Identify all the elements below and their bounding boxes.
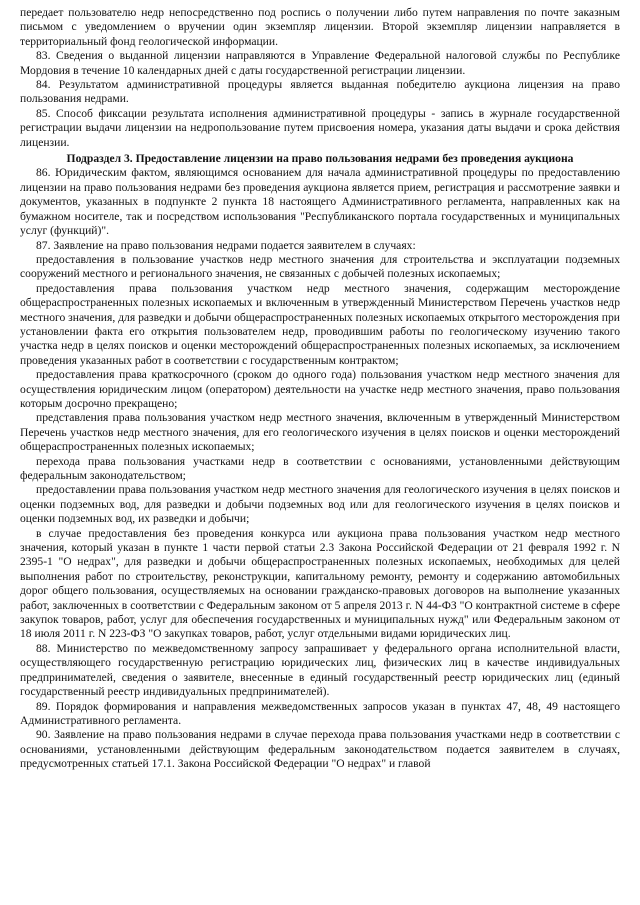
paragraph-88: 88. Министерство по межведомственному запросу запрашивает у федерального органа исполнительной власти, осуществляющего государственную регистрацию юридических лиц, физических лиц в качестве индивидуальных предпринимателей, сведения о заявителе, внесенные в единый государственный реестр юридических лиц (единый государственный реестр индивидуальных предпринимателей). — [20, 641, 620, 699]
list-item-case-7: в случае предоставления без проведения конкурса или аукциона права пользования участком недр местного значения, который указан в пункте 1 части первой статьи 2.3 Закона Российской Федерации от 21 февраля 1992 г. N 2395-1 "О недрах", для разведки и добычи общераспространенных полезных ископаемых, необходимых для целей выполнения работ по строительству, реконструкции, капитальному ремонту, ремонту и содержанию автомобильных дорог общего пользования, осуществляемых на основании гражданско-правовых договоров на выполнение указанных работ, заключенных в соответствии с Федеральным законом от 5 апреля 2013 г. N 44-ФЗ "О контрактной системе в сфере закупок товаров, работ, услуг для обеспечения государственных и муниципальных нужд" или Федеральным законом от 18 июля 2011 г. N 223-ФЗ "О закупках товаров, работ, услуг отдельными видами юридических лиц. — [20, 526, 620, 641]
list-item-case-1: предоставления в пользование участков недр местного значения для строительства и эксплуатации подземных сооружений местного и регионального значения, не связанных с добычей полезных ископаемых; — [20, 252, 620, 281]
subsection-title: Подраздел 3. Предоставление лицензии на право пользования недрами без проведения аукциона — [66, 152, 574, 166]
list-item-case-2: предоставления права пользования участком недр местного значения, содержащим месторождение общераспространенных полезных ископаемых и включенным в утвержденный Министерством Перечень участков недр местного значения, для разведки и добычи общераспространенных полезных ископаемых открытого месторождения при установлении факта его открытия пользователем недр, проводившим работы по геологическому изучению такого участка недр в целях поисков и оценки месторождений общераспространенных полезных ископаемых, за исключением проведения указанных работ в соответствии с государственным контрактом; — [20, 281, 620, 367]
paragraph-continuation: передает пользователю недр непосредственно под роспись о получении либо путем направления по почте заказным письмом с уведомлением о вручении один экземпляр лицензии. Второй экземпляр лицензии направляется в территориальный фонд геологической информации. — [20, 6, 620, 48]
paragraph-90: 90. Заявление на право пользования недрами в случае перехода права пользования участками недр в соответствии с основаниями, установленными действующим федеральным законодательством подается заявителем в случаях, предусмотренных статьей 17.1. Закона Российской Федерации "О недрах" и главой — [20, 728, 620, 771]
list-item-case-4: представления права пользования участком недр местного значения, включенным в утвержденный Министерством Перечень участков недр местного значения, для его геологического изучения в целях поисков и оценки месторождений общераспространенных полезных ископаемых; — [20, 411, 620, 454]
paragraph-85: 85. Способ фиксации результата исполнения административной процедуры - запись в журнале государственной регистрации выдачи лицензии на недропользование путем присвоения номера, указания даты выдачи и срока действия лицензии. — [20, 106, 620, 149]
paragraph-89: 89. Порядок формирования и направления межведомственных запросов указан в пунктах 47, 48, 49 настоящего Административного регламента. — [20, 699, 620, 727]
paragraph-87: 87. Заявление на право пользования недрами подается заявителем в случаях: — [36, 238, 416, 252]
paragraph-84: 84. Результатом административной процедуры является выданная победителю аукциона лицензия на право пользования недрами. — [20, 78, 620, 106]
list-item-case-3: предоставления права краткосрочного (сроком до одного года) пользования участком недр местного значения для осуществления юридическим лицом (оператором) деятельности на участке недр местного значения, право пользования которым досрочно прекращено; — [20, 368, 620, 410]
paragraph-83: 83. Сведения о выданной лицензии направляются в Управление Федеральной налоговой службы по Республике Мордовия в течение 10 календарных дней с даты государственной регистрации лицензии. — [20, 49, 620, 77]
list-item-case-5: перехода права пользования участками недр в соответствии с основаниями, установленными действующим федеральным законодательством; — [20, 454, 620, 482]
paragraph-86: 86. Юридическим фактом, являющимся основанием для начала административной процедуры по предоставлению лицензии на право пользования недрами без проведения аукциона является прием, регистрация и рассмотрение заявки и документов, указанных в подпункте 2 пункта 18 настоящего Административного регламента, направленных как на бумажном носителе, так и посредством использования "Республиканского портала государственных и муниципальных услуг (функций)". — [20, 166, 620, 238]
list-item-case-6: предоставлении права пользования участком недр местного значения для геологического изучения в целях поисков и оценки подземных вод, для разведки и добычи подземных вод или для геологического изучения в целях поисков и оценки подземных вод, их разведки и добычи; — [20, 483, 620, 526]
